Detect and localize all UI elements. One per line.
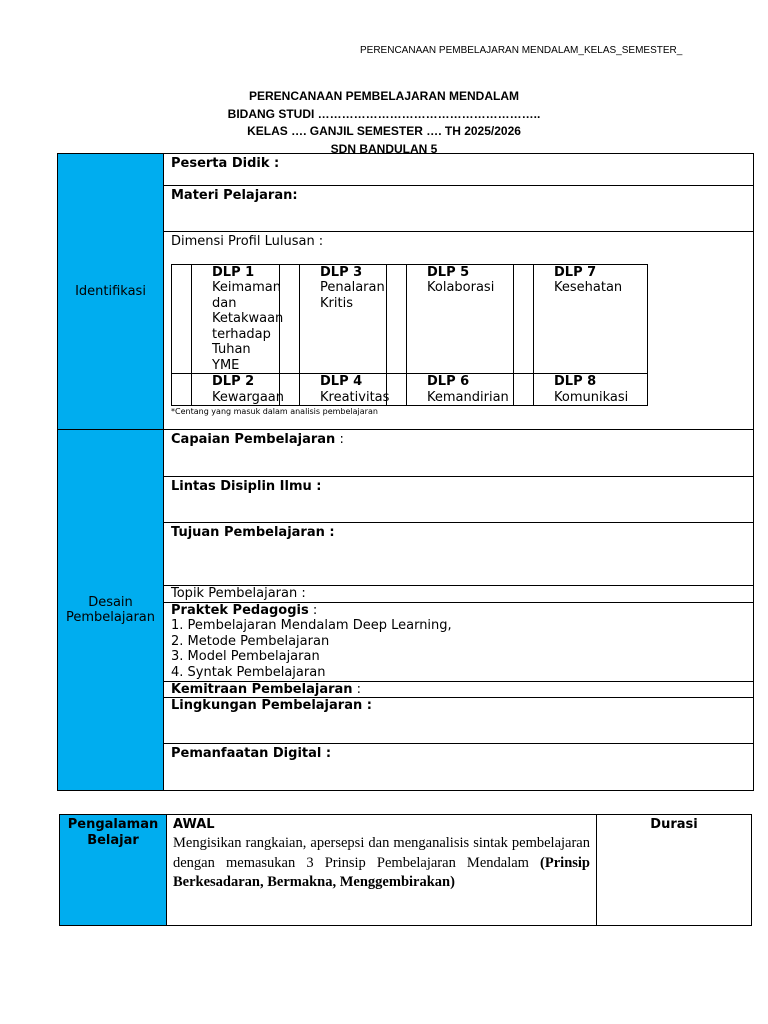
- lesson-plan-table: [57, 153, 754, 791]
- durasi-cell[interactable]: [597, 815, 752, 926]
- lingkungan-label: Lingkungan Pembelajaran :: [171, 698, 372, 713]
- dlp-1: DLP 1 Keimaman dan Ketakwaan terhadap Tuhan YME: [192, 264, 280, 374]
- dlp-7: DLP 7 Kesehatan: [534, 264, 648, 374]
- dlp-5-checkbox[interactable]: [387, 264, 407, 374]
- kemitraan-field[interactable]: Kemitraan Pembelajaran :: [164, 681, 754, 698]
- awal-text: Mengisikan rangkaian, apersepsi dan menganalisis sintak pembelajaran dengan memasukan 3 Prinsip Pembelajaran Mendalam (Prinsip Berkesadaran, Bermakna, Menggembirakan): [173, 835, 590, 890]
- pengalaman-label: Pengalaman Belajar: [60, 815, 167, 926]
- tujuan-field[interactable]: [164, 523, 754, 586]
- digital-label: Pemanfaatan Digital :: [171, 746, 332, 761]
- lintas-field[interactable]: [164, 477, 754, 523]
- dlp-4: DLP 4 Kreativitas: [300, 374, 387, 406]
- capaian-field[interactable]: Capaian Pembelajaran :: [164, 430, 754, 477]
- praktek-item: 3. Model Pembelajaran: [171, 649, 320, 664]
- dlp-8: DLP 8 Komunikasi: [534, 374, 648, 406]
- digital-field[interactable]: [164, 744, 754, 791]
- peserta-didik-label: Peserta Didik :: [171, 156, 280, 171]
- materi-label: Materi Pelajaran:: [171, 188, 298, 203]
- title-line-4: SDN BANDULAN 5: [330, 141, 438, 156]
- dlp-table: [171, 264, 648, 407]
- durasi-label: Durasi: [650, 817, 698, 832]
- dlp-2-checkbox[interactable]: [172, 374, 192, 406]
- pengalaman-table: [59, 814, 752, 926]
- dlp-8-checkbox[interactable]: [514, 374, 534, 406]
- awal-cell[interactable]: [167, 815, 597, 926]
- dlp-1-checkbox[interactable]: [172, 264, 192, 374]
- dlp-7-checkbox[interactable]: [514, 264, 534, 374]
- tujuan-label: Tujuan Pembelajaran :: [171, 525, 335, 540]
- title-line-3: KELAS …. GANJIL SEMESTER …. TH 2025/2026: [247, 124, 521, 138]
- title-line-2: BIDANG STUDI ………………………………………………..: [227, 106, 541, 121]
- topik-field[interactable]: [164, 586, 754, 603]
- praktek-item: 1. Pembelajaran Mendalam Deep Learning,: [171, 618, 452, 633]
- dlp-3: DLP 3 Penalaran Kritis: [300, 264, 387, 374]
- praktek-item: 2. Metode Pembelajaran: [171, 633, 330, 649]
- desain-label: Desain Pembelajaran: [58, 430, 164, 791]
- praktek-label: Praktek Pedagogis: [171, 602, 309, 618]
- lingkungan-field[interactable]: [164, 698, 754, 744]
- kemitraan-label: Kemitraan Pembelajaran: [171, 681, 353, 697]
- dlp-5: DLP 5 Kolaborasi: [407, 264, 514, 374]
- dlp-6-checkbox[interactable]: [387, 374, 407, 406]
- dlp-6: DLP 6 Kemandirian: [407, 374, 514, 406]
- praktek-field[interactable]: Praktek Pedagogis : 1. Pembelajaran Mendalam Deep Learning, 2. Metode Pembelajaran 3. Model Pembelajaran 4. Syntak Pembelajaran: [164, 602, 754, 681]
- dimensi-profil-cell: [164, 232, 754, 430]
- materi-field[interactable]: [164, 186, 754, 232]
- document-title: [100, 88, 668, 158]
- lintas-label: Lintas Disiplin Ilmu :: [171, 479, 322, 494]
- dlp-note: *Centang yang masuk dalam analisis pembelajaran: [171, 407, 378, 416]
- dimensi-label: Dimensi Profil Lulusan :: [171, 234, 324, 249]
- praktek-item: 4. Syntak Pembelajaran: [171, 664, 326, 680]
- awal-label: AWAL: [173, 817, 215, 832]
- peserta-didik-field[interactable]: [164, 154, 754, 186]
- topik-label: Topik Pembelajaran :: [171, 586, 306, 601]
- identifikasi-label: Identifikasi: [58, 154, 164, 430]
- title-line-1: PERENCANAAN PEMBELAJARAN MENDALAM: [248, 89, 519, 103]
- running-header: PERENCANAAN PEMBELAJARAN MENDALAM_KELAS_SEMESTER_: [360, 45, 683, 56]
- dlp-2: DLP 2 Kewargaan: [192, 374, 280, 406]
- capaian-label: Capaian Pembelajaran: [171, 432, 336, 447]
